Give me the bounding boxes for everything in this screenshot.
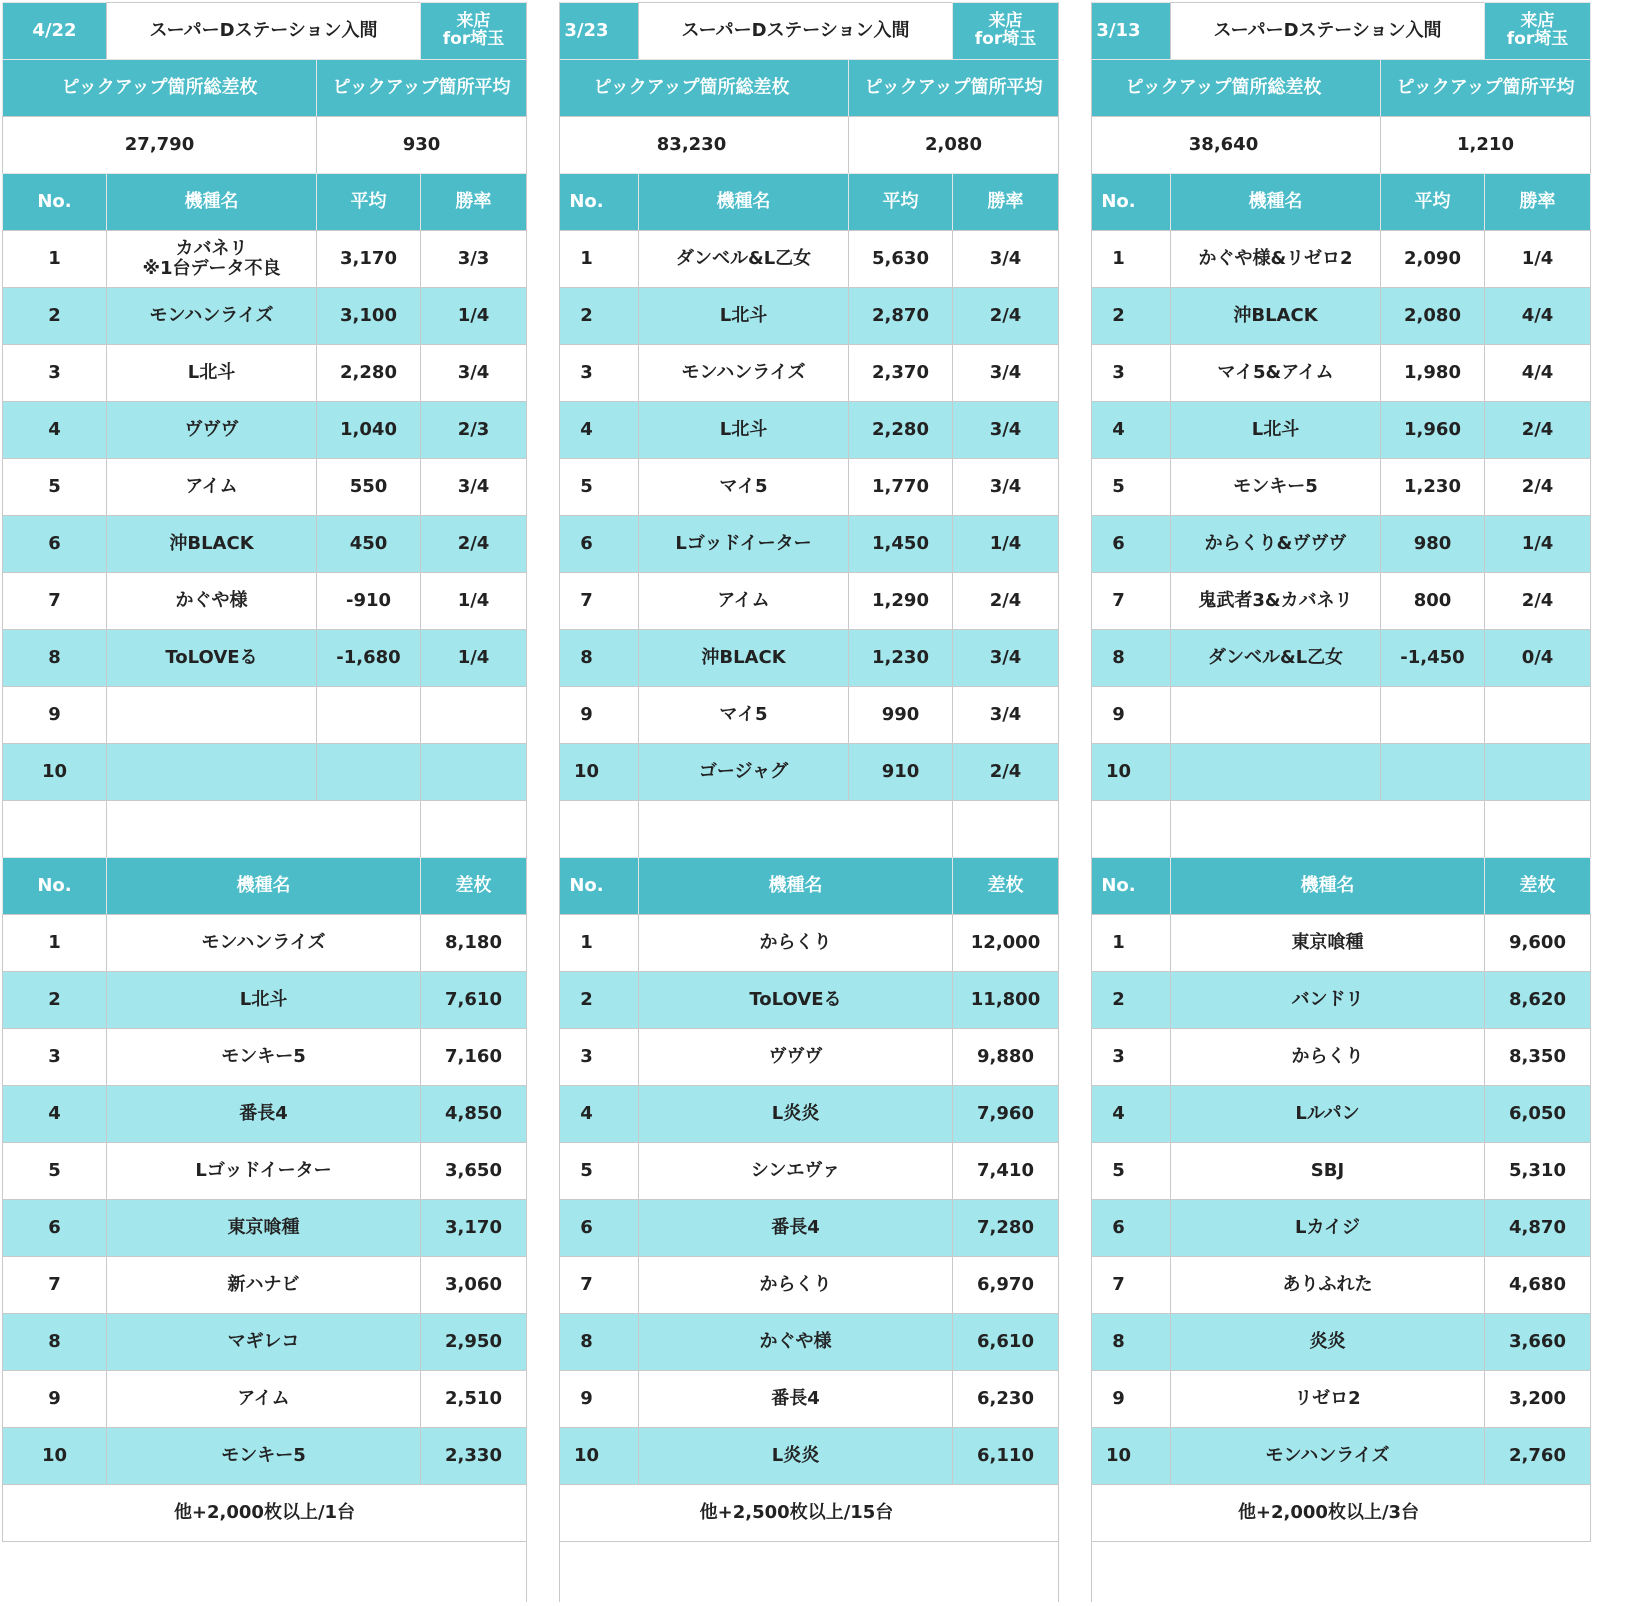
- diff-table: [534, 857, 1058, 1541]
- total-diff-label: ピックアップ箇所総差枚: [2, 59, 317, 117]
- avg-value: [1380, 743, 1485, 801]
- panel-3-23: [534, 2, 1058, 1541]
- total-diff-value: 27,790: [2, 116, 317, 174]
- avg-value: -910: [316, 572, 421, 630]
- win-rate: 0/4: [1484, 629, 1591, 687]
- diff-machine-name: Lカイジ: [1170, 1199, 1485, 1257]
- diff-value: 3,200: [1484, 1370, 1591, 1428]
- diff-value: 7,410: [952, 1142, 1059, 1200]
- machine-name: マイ5: [638, 686, 849, 744]
- machine-name: [106, 743, 317, 801]
- diff-value: 3,660: [1484, 1313, 1591, 1371]
- diff-rank-no: 10: [2, 1427, 107, 1485]
- rank-no: 2: [1066, 287, 1171, 345]
- rank-no: 7: [1066, 572, 1171, 630]
- diff-value: 4,850: [420, 1085, 527, 1143]
- machine-name: ヴヴヴ: [106, 401, 317, 459]
- diff-header-2: 差枚: [1484, 857, 1591, 915]
- total-diff-value: 83,230: [534, 116, 849, 174]
- win-rate: 3/4: [952, 401, 1059, 459]
- diff-rank-no: 7: [534, 1256, 639, 1314]
- panel-4-22: [2, 2, 526, 1541]
- win-rate: [420, 686, 527, 744]
- diff-rank-no: 5: [2, 1142, 107, 1200]
- machine-name: Lゴッドイーター: [638, 515, 849, 573]
- spacer-cell: [638, 800, 953, 858]
- diff-header-0: No.: [2, 857, 107, 915]
- diff-machine-name: ヴヴヴ: [638, 1028, 953, 1086]
- avg-value: 1,450: [848, 515, 953, 573]
- win-rate: 2/4: [1484, 458, 1591, 516]
- diff-rank-no: 5: [534, 1142, 639, 1200]
- rank-no: 4: [2, 401, 107, 459]
- diff-machine-name: ありふれた: [1170, 1256, 1485, 1314]
- win-rate: 2/4: [952, 572, 1059, 630]
- spacer-cell: [420, 800, 527, 858]
- diff-rank-no: 1: [1066, 914, 1171, 972]
- footer-note: 他+2,000枚以上/1台: [2, 1484, 527, 1542]
- avg-value: 2,280: [848, 401, 953, 459]
- diff-rank-no: 3: [2, 1028, 107, 1086]
- rank-no: 3: [534, 344, 639, 402]
- avg-value: -1,680: [316, 629, 421, 687]
- win-rate: 2/4: [1484, 401, 1591, 459]
- machine-name: 沖BLACK: [638, 629, 849, 687]
- rank-no: 1: [1066, 230, 1171, 288]
- diff-rank-no: 9: [534, 1370, 639, 1428]
- diff-value: 6,230: [952, 1370, 1059, 1428]
- spacer-cell: [1170, 800, 1485, 858]
- diff-rank-no: 8: [2, 1313, 107, 1371]
- diff-value: 5,310: [1484, 1142, 1591, 1200]
- footer-note: 他+2,000枚以上/3台: [1066, 1484, 1591, 1542]
- avg-value: 1,980: [1380, 344, 1485, 402]
- visit-label: 来店 for埼玉: [1484, 2, 1591, 60]
- diff-machine-name: L北斗: [106, 971, 421, 1029]
- rank-no: 3: [1066, 344, 1171, 402]
- rank-no: 10: [1066, 743, 1171, 801]
- avg-value: 1,290: [848, 572, 953, 630]
- store-name: スーパーDステーション入間: [638, 2, 953, 60]
- ranking-header-3: 勝率: [1484, 173, 1591, 231]
- diff-rank-no: 8: [1066, 1313, 1171, 1371]
- machine-name: からくり&ヴヴヴ: [1170, 515, 1381, 573]
- machine-name: モンキー5: [1170, 458, 1381, 516]
- machine-name: [1170, 686, 1381, 744]
- machine-name: 沖BLACK: [1170, 287, 1381, 345]
- avg-value: 1,770: [848, 458, 953, 516]
- spacer-cell: [2, 800, 107, 858]
- diff-machine-name: アイム: [106, 1370, 421, 1428]
- diff-table: [1066, 857, 1590, 1541]
- win-rate: 3/4: [420, 344, 527, 402]
- spacer-cell: [952, 800, 1059, 858]
- win-rate: 2/4: [952, 743, 1059, 801]
- win-rate: 3/4: [952, 458, 1059, 516]
- rank-no: 7: [534, 572, 639, 630]
- avg-value: 2,280: [316, 344, 421, 402]
- rank-no: 8: [1066, 629, 1171, 687]
- machine-name: L北斗: [106, 344, 317, 402]
- ranking-table: [2, 2, 526, 857]
- avg-value: 990: [848, 686, 953, 744]
- diff-machine-name: 東京喰種: [106, 1199, 421, 1257]
- ranking-header-1: 機種名: [1170, 173, 1381, 231]
- avg-value: 1,230: [848, 629, 953, 687]
- rank-no: 6: [1066, 515, 1171, 573]
- win-rate: 1/4: [420, 287, 527, 345]
- avg-value: 3,100: [316, 287, 421, 345]
- win-rate: 4/4: [1484, 344, 1591, 402]
- diff-value: 3,650: [420, 1142, 527, 1200]
- total-diff-value: 38,640: [1066, 116, 1381, 174]
- diff-value: 2,330: [420, 1427, 527, 1485]
- column-separator: [1058, 2, 1092, 1602]
- ranking-header-2: 平均: [1380, 173, 1485, 231]
- diff-machine-name: からくり: [638, 914, 953, 972]
- avg-value: [316, 686, 421, 744]
- diff-rank-no: 6: [534, 1199, 639, 1257]
- avg-value: 1,960: [1380, 401, 1485, 459]
- diff-rank-no: 9: [1066, 1370, 1171, 1428]
- total-diff-label: ピックアップ箇所総差枚: [1066, 59, 1381, 117]
- win-rate: 3/4: [952, 686, 1059, 744]
- avg-diff-value: 1,210: [1380, 116, 1591, 174]
- diff-rank-no: 2: [1066, 971, 1171, 1029]
- diff-machine-name: モンキー5: [106, 1028, 421, 1086]
- avg-value: 2,370: [848, 344, 953, 402]
- ranking-header-3: 勝率: [952, 173, 1059, 231]
- machine-name: かぐや様: [106, 572, 317, 630]
- diff-value: 9,880: [952, 1028, 1059, 1086]
- diff-value: 2,760: [1484, 1427, 1591, 1485]
- avg-value: 550: [316, 458, 421, 516]
- diff-value: 6,970: [952, 1256, 1059, 1314]
- win-rate: 1/4: [1484, 515, 1591, 573]
- diff-machine-name: SBJ: [1170, 1142, 1485, 1200]
- ranking-header-1: 機種名: [106, 173, 317, 231]
- rank-no: 9: [534, 686, 639, 744]
- win-rate: 3/4: [952, 629, 1059, 687]
- diff-machine-name: リゼロ2: [1170, 1370, 1485, 1428]
- diff-value: 3,170: [420, 1199, 527, 1257]
- diff-table: [2, 857, 526, 1541]
- avg-diff-value: 930: [316, 116, 527, 174]
- rank-no: 1: [2, 230, 107, 288]
- avg-value: 2,080: [1380, 287, 1485, 345]
- diff-value: 6,050: [1484, 1085, 1591, 1143]
- diff-rank-no: 6: [1066, 1199, 1171, 1257]
- diff-header-0: No.: [1066, 857, 1171, 915]
- diff-machine-name: 炎炎: [1170, 1313, 1485, 1371]
- store-name: スーパーDステーション入間: [1170, 2, 1485, 60]
- diff-machine-name: シンエヴァ: [638, 1142, 953, 1200]
- spacer-cell: [106, 800, 421, 858]
- diff-machine-name: からくり: [1170, 1028, 1485, 1086]
- machine-name: アイム: [638, 572, 849, 630]
- rank-no: 10: [534, 743, 639, 801]
- rank-no: 5: [2, 458, 107, 516]
- diff-machine-name: 番長4: [638, 1370, 953, 1428]
- win-rate: 2/4: [952, 287, 1059, 345]
- diff-machine-name: ToLOVEる: [638, 971, 953, 1029]
- diff-header-1: 機種名: [106, 857, 421, 915]
- diff-rank-no: 4: [2, 1085, 107, 1143]
- diff-value: 6,110: [952, 1427, 1059, 1485]
- diff-value: 11,800: [952, 971, 1059, 1029]
- win-rate: 3/4: [952, 230, 1059, 288]
- diff-value: 4,680: [1484, 1256, 1591, 1314]
- win-rate: 3/3: [420, 230, 527, 288]
- diff-rank-no: 8: [534, 1313, 639, 1371]
- diff-rank-no: 4: [1066, 1085, 1171, 1143]
- diff-machine-name: L炎炎: [638, 1427, 953, 1485]
- diff-header-0: No.: [534, 857, 639, 915]
- machine-name: モンハンライズ: [106, 287, 317, 345]
- diff-value: 6,610: [952, 1313, 1059, 1371]
- avg-value: 2,090: [1380, 230, 1485, 288]
- visit-label: 来店 for埼玉: [420, 2, 527, 60]
- machine-name: ダンベル&L乙女: [1170, 629, 1381, 687]
- diff-value: 7,610: [420, 971, 527, 1029]
- win-rate: [420, 743, 527, 801]
- machine-name: L北斗: [1170, 401, 1381, 459]
- diff-header-2: 差枚: [420, 857, 527, 915]
- win-rate: [1484, 686, 1591, 744]
- diff-rank-no: 10: [1066, 1427, 1171, 1485]
- win-rate: 1/4: [952, 515, 1059, 573]
- diff-machine-name: Lルパン: [1170, 1085, 1485, 1143]
- diff-value: 2,510: [420, 1370, 527, 1428]
- diff-machine-name: 番長4: [638, 1199, 953, 1257]
- rank-no: 5: [1066, 458, 1171, 516]
- machine-name: [106, 686, 317, 744]
- diff-machine-name: バンドリ: [1170, 971, 1485, 1029]
- machine-name: 沖BLACK: [106, 515, 317, 573]
- diff-machine-name: マギレコ: [106, 1313, 421, 1371]
- avg-diff-label: ピックアップ箇所平均: [316, 59, 527, 117]
- diff-machine-name: 新ハナビ: [106, 1256, 421, 1314]
- machine-name: ToLOVEる: [106, 629, 317, 687]
- diff-header-1: 機種名: [1170, 857, 1485, 915]
- avg-diff-label: ピックアップ箇所平均: [1380, 59, 1591, 117]
- total-diff-label: ピックアップ箇所総差枚: [534, 59, 849, 117]
- ranking-header-3: 勝率: [420, 173, 527, 231]
- rank-no: 8: [534, 629, 639, 687]
- win-rate: 2/4: [1484, 572, 1591, 630]
- avg-value: 1,040: [316, 401, 421, 459]
- diff-machine-name: Lゴッドイーター: [106, 1142, 421, 1200]
- date-label: 3/23: [534, 2, 639, 60]
- win-rate: 2/4: [420, 515, 527, 573]
- ranking-header-2: 平均: [848, 173, 953, 231]
- diff-rank-no: 2: [2, 971, 107, 1029]
- win-rate: 1/4: [420, 629, 527, 687]
- diff-rank-no: 5: [1066, 1142, 1171, 1200]
- rank-no: 7: [2, 572, 107, 630]
- ranking-header-0: No.: [1066, 173, 1171, 231]
- diff-rank-no: 3: [534, 1028, 639, 1086]
- avg-diff-label: ピックアップ箇所平均: [848, 59, 1059, 117]
- machine-name: ダンベル&L乙女: [638, 230, 849, 288]
- diff-rank-no: 1: [534, 914, 639, 972]
- avg-value: 450: [316, 515, 421, 573]
- diff-rank-no: 3: [1066, 1028, 1171, 1086]
- diff-value: 7,280: [952, 1199, 1059, 1257]
- diff-machine-name: モンハンライズ: [106, 914, 421, 972]
- machine-name: L北斗: [638, 401, 849, 459]
- diff-machine-name: かぐや様: [638, 1313, 953, 1371]
- visit-label: 来店 for埼玉: [952, 2, 1059, 60]
- rank-no: 9: [2, 686, 107, 744]
- diff-machine-name: 東京喰種: [1170, 914, 1485, 972]
- ranking-header-0: No.: [534, 173, 639, 231]
- date-label: 4/22: [2, 2, 107, 60]
- diff-machine-name: からくり: [638, 1256, 953, 1314]
- machine-name: アイム: [106, 458, 317, 516]
- rank-no: 4: [1066, 401, 1171, 459]
- win-rate: 3/4: [952, 344, 1059, 402]
- diff-header-2: 差枚: [952, 857, 1059, 915]
- machine-name: モンハンライズ: [638, 344, 849, 402]
- avg-value: 3,170: [316, 230, 421, 288]
- rank-no: 10: [2, 743, 107, 801]
- diff-rank-no: 9: [2, 1370, 107, 1428]
- rank-no: 6: [534, 515, 639, 573]
- panel-3-13: [1066, 2, 1590, 1541]
- machine-name: マイ5: [638, 458, 849, 516]
- diff-machine-name: モンハンライズ: [1170, 1427, 1485, 1485]
- ranking-header-0: No.: [2, 173, 107, 231]
- footer-note: 他+2,500枚以上/15台: [534, 1484, 1059, 1542]
- diff-rank-no: 7: [1066, 1256, 1171, 1314]
- diff-value: 3,060: [420, 1256, 527, 1314]
- diff-machine-name: モンキー5: [106, 1427, 421, 1485]
- rank-no: 9: [1066, 686, 1171, 744]
- avg-value: 1,230: [1380, 458, 1485, 516]
- column-separator: [526, 2, 560, 1602]
- rank-no: 4: [534, 401, 639, 459]
- rank-no: 2: [534, 287, 639, 345]
- diff-value: 8,620: [1484, 971, 1591, 1029]
- diff-rank-no: 10: [534, 1427, 639, 1485]
- machine-name: [1170, 743, 1381, 801]
- rank-no: 2: [2, 287, 107, 345]
- diff-machine-name: 番長4: [106, 1085, 421, 1143]
- ranking-table: [1066, 2, 1590, 857]
- rank-no: 3: [2, 344, 107, 402]
- ranking-header-1: 機種名: [638, 173, 849, 231]
- rank-no: 6: [2, 515, 107, 573]
- win-rate: 1/4: [1484, 230, 1591, 288]
- diff-value: 8,180: [420, 914, 527, 972]
- diff-rank-no: 1: [2, 914, 107, 972]
- win-rate: 4/4: [1484, 287, 1591, 345]
- avg-value: 980: [1380, 515, 1485, 573]
- rank-no: 5: [534, 458, 639, 516]
- machine-name: L北斗: [638, 287, 849, 345]
- store-name: スーパーDステーション入間: [106, 2, 421, 60]
- avg-value: 2,870: [848, 287, 953, 345]
- avg-value: [316, 743, 421, 801]
- avg-diff-value: 2,080: [848, 116, 1059, 174]
- diff-value: 8,350: [1484, 1028, 1591, 1086]
- diff-value: 12,000: [952, 914, 1059, 972]
- win-rate: 2/3: [420, 401, 527, 459]
- avg-value: [1380, 686, 1485, 744]
- machine-name: 鬼武者3&カバネリ: [1170, 572, 1381, 630]
- diff-value: 7,160: [420, 1028, 527, 1086]
- win-rate: [1484, 743, 1591, 801]
- machine-name: カバネリ ※1台データ不良: [106, 230, 317, 288]
- rank-no: 8: [2, 629, 107, 687]
- diff-value: 9,600: [1484, 914, 1591, 972]
- win-rate: 1/4: [420, 572, 527, 630]
- diff-value: 7,960: [952, 1085, 1059, 1143]
- avg-value: 5,630: [848, 230, 953, 288]
- avg-value: 910: [848, 743, 953, 801]
- ranking-table: [534, 2, 1058, 857]
- win-rate: 3/4: [420, 458, 527, 516]
- ranking-header-2: 平均: [316, 173, 421, 231]
- spacer-cell: [1484, 800, 1591, 858]
- diff-rank-no: 7: [2, 1256, 107, 1314]
- diff-machine-name: L炎炎: [638, 1085, 953, 1143]
- rank-no: 1: [534, 230, 639, 288]
- date-label: 3/13: [1066, 2, 1171, 60]
- diff-rank-no: 2: [534, 971, 639, 1029]
- machine-name: かぐや様&リゼロ2: [1170, 230, 1381, 288]
- diff-rank-no: 6: [2, 1199, 107, 1257]
- avg-value: 800: [1380, 572, 1485, 630]
- avg-value: -1,450: [1380, 629, 1485, 687]
- diff-header-1: 機種名: [638, 857, 953, 915]
- diff-rank-no: 4: [534, 1085, 639, 1143]
- diff-value: 2,950: [420, 1313, 527, 1371]
- machine-name: マイ5&アイム: [1170, 344, 1381, 402]
- diff-value: 4,870: [1484, 1199, 1591, 1257]
- machine-name: ゴージャグ: [638, 743, 849, 801]
